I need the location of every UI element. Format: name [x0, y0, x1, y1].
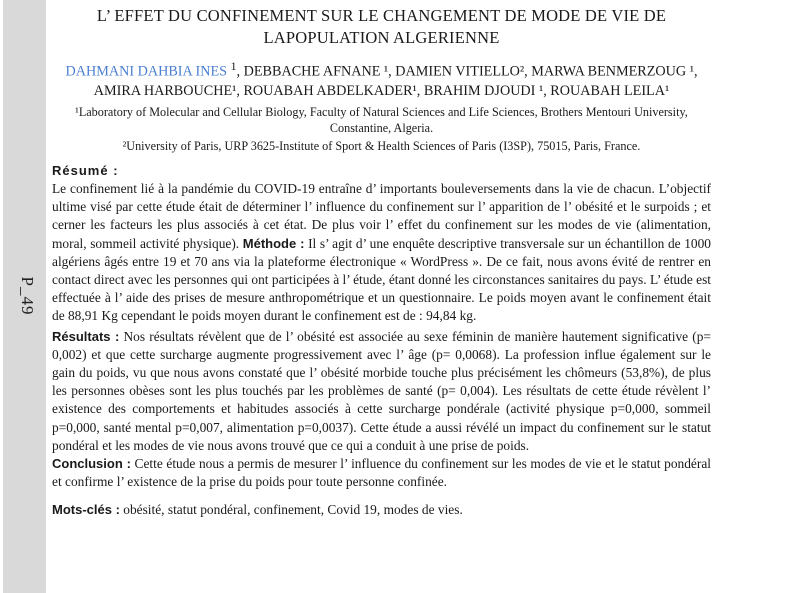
resume-paragraph: [52, 180, 711, 326]
first-author-affiliation-mark: 1: [230, 59, 237, 73]
resume-body: Le confinement lié à la pandémie du COVID-19 entraîne d’ importants bouleversements dans la vie de chacun. L’objectif ultime visé par cette étude était de déterminer l’ influence du confinement sur l’ apparition de l’ obésité et le surpoids ; et cerner les facteurs les plus associés à cet état. De plus voir l’ effet du confinement sur les modes de vie (alimentation, moral, sommeil activité physique).: [52, 180, 711, 251]
conclusion-body: Cette étude nous a permis de mesurer l’ influence du confinement sur les modes de vie et le statut pondéral et confirme l’ existence de la prise du poids pour toute personne confinée.: [52, 455, 711, 490]
conclusion-label: Conclusion :: [52, 455, 131, 471]
page-sidebar: [3, 0, 46, 593]
methode-label: Méthode :: [242, 235, 305, 251]
conclusion-paragraph: [52, 455, 711, 491]
keywords-label: Mots-clés :: [52, 502, 120, 518]
first-author: DAHMANI DAHBIA INES: [65, 63, 231, 80]
page-number-label: P_49: [18, 276, 37, 316]
paper-page: [52, 0, 711, 519]
resultats-paragraph: [52, 328, 711, 455]
other-authors: , DEBBACHE AFNANE ¹, DAMIEN VITIELLO², MARWA BENMERZOUG ¹, AMIRA HARBOUCHE¹, ROUABAH ABDELKADER¹, BRAHIM DJOUDI ¹, ROUABAH LEILA¹: [93, 63, 698, 100]
author-list: [52, 57, 711, 102]
resume-heading: Résumé :: [52, 162, 119, 178]
keywords-line: [52, 501, 711, 519]
affiliation-2: ²University of Paris, URP 3625-Institute of Sport & Health Sciences of Paris (I3SP), 75015, Paris, France.: [122, 138, 641, 153]
affiliation-1: ¹Laboratory of Molecular and Cellular Biology, Faculty of Natural Sciences and Life Sciences, Brothers Mentouri University, Constantine, Algeria.: [75, 104, 688, 135]
paper-title: L’ EFFET DU CONFINEMENT SUR LE CHANGEMENT DE MODE DE VIE DE LAPOPULATION ALGERIENNE: [96, 6, 667, 47]
keywords-body: obésité, statut pondéral, confinement, Covid 19, modes de vies.: [119, 502, 463, 518]
methode-body: Il s’ agit d’ une enquête descriptive transversale sur un échantillon de 1000 algériens âgés entre 19 et 70 ans via la plateforme électronique « WordPress ». De ce fait, nous avons évité de rentrer en contact direct avec les personnes qui ont participées à l’ étude, étant donné les circonstances sanitaires du pays. L’ étude est effectuée à l’ aide des prises de mesure anthropométrique et un questionnaire. Le poids moyen avant le confinement était de 88,91 Kg cependant le poids moyen durant le confinement est de : 94,84 kg.: [52, 235, 711, 324]
resultats-body: Nos résultats révèlent que de l’ obésité est associée au sexe féminin de manière hautement significative (p= 0,002) et que cette surcharge augmente progressivement avec l’ âge (p= 0,0068). La profession influe également sur le gain du poids, vu que nous avons constaté que l’ obésité morbide touche plus précisément les chômeurs (53,8%), de plus les personnes obèses sont les plus touchés par les problèmes de santé (p= 0,004). Les résultats de cette étude révèlent l’ existence des comportements et habitudes associés à cette surcharge pondérale (activité physique p=0,000, sommeil p=0,000, santé mental p=0,007, alimentation p=0,0037). Cette étude a aussi révélé un impact du confinement sur le statut pondéral et les modes de vie nous avons trouvé que ce qui a conduit à une prise de poids.: [52, 328, 711, 453]
resultats-label: Résultats :: [52, 328, 120, 344]
